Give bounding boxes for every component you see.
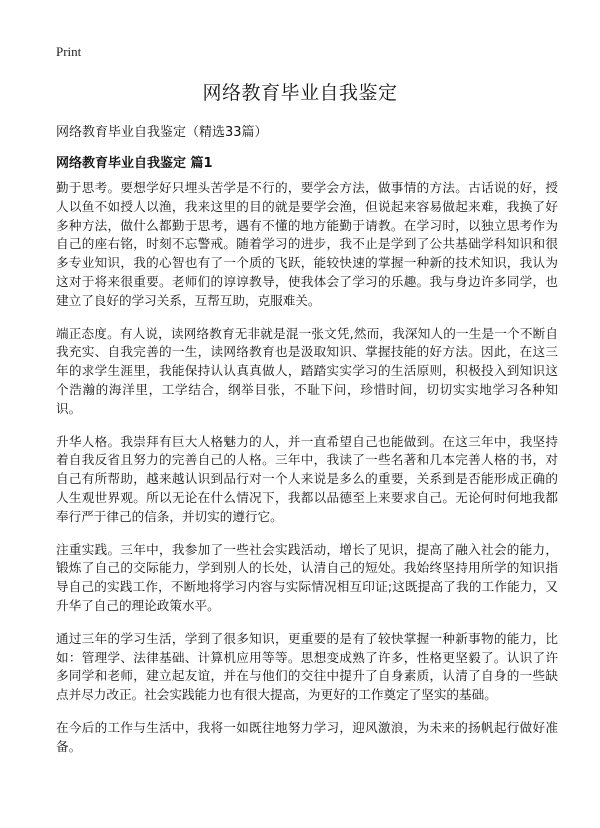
paragraph-4: 注重实践。三年中，我参加了一些社会实践活动，增长了见识，提高了融入社会的能力，锻炼了自己的交际能力，学到别人的长处，认清自己的短处。我始终坚持用所学的知识指导自己的实践工作，不断地将学习内容与实际情况相互印证;这既提高了我的工作能力，又升华了自己的理论政策水平。 (56, 541, 558, 613)
paragraph-5: 通过三年的学习生活，学到了很多知识，更重要的是有了较快掌握一种新事物的能力，比如：管理学、法律基础、计算机应用等等。思想变成熟了许多，性格更坚毅了。认识了许多同学和老师，建立起友谊，并在与他们的交往中提升了自身素质，认清了自身的一些缺点并尽力改正。社会实践能力也有很大提高，为更好的工作奠定了坚实的基础。 (56, 630, 558, 703)
paragraph-3: 升华人格。我崇拜有巨大人格魅力的人，并一直希望自己也能做到。在这三年中，我坚持着自我反省且努力的完善自己的人格。三年中，我读了一些名著和几本完善人格的书，对自己有所帮助，越来越认识到品行对一个人来说是多么的重要，关系到是否能形成正确的人生观世界观。所以无论在什么情况下，我都以品德至上来要求自己。无论何时何地我都奉行严于律己的信条，并切实的遵行它。 (56, 433, 558, 524)
print-link[interactable]: Print (56, 44, 82, 59)
document-body (56, 179, 558, 771)
document-title: 网络教育毕业自我鉴定 (202, 82, 398, 104)
paragraph-1: 勤于思考。要想学好只埋头苦学是不行的，要学会方法，做事情的方法。古话说的好，授人以鱼不如授人以渔，我来这里的目的就是要学会渔，但说起来容易做起来难，我换了好多种方法，做什么都勤于思考，遇有不懂的地方能勤于请教。在学习时，以独立思考作为自己的座右铭，时刻不忘警戒。随着学习的进步，我不止是学到了公共基础学科知识和很多专业知识，我的心智也有了一个质的飞跃，能较快速的掌握一种新的技术知识，我认为这对于将来很重要。老师们的谆谆教导，使我体会了学习的乐趣。我与身边许多同学，也建立了良好的学习关系，互帮互助，克服难关。 (56, 180, 558, 308)
paragraph-2: 端正态度。有人说，读网络教育无非就是混一张文凭,然而，我深知人的一生是一个不断自我充实、自我完善的一生，读网络教育也是汲取知识、掌握技能的好方法。因此，在这三年的求学生涯里，我能保持认认真真做人，踏踏实实学习的生活原则，积极投入到知识这个浩瀚的海洋里，工学结合，纲举目张，不耻下问，珍惜时间，切切实实地学习各种知识。 (56, 325, 558, 416)
document-subtitle: 网络教育毕业自我鉴定（精选33篇） (56, 125, 268, 140)
paragraph-6: 在今后的工作与生活中，我将一如既往地努力学习，迎风激浪，为未来的扬帆起行做好准备。 (56, 719, 558, 754)
section-heading: 网络教育毕业自我鉴定 篇1 (56, 156, 213, 171)
